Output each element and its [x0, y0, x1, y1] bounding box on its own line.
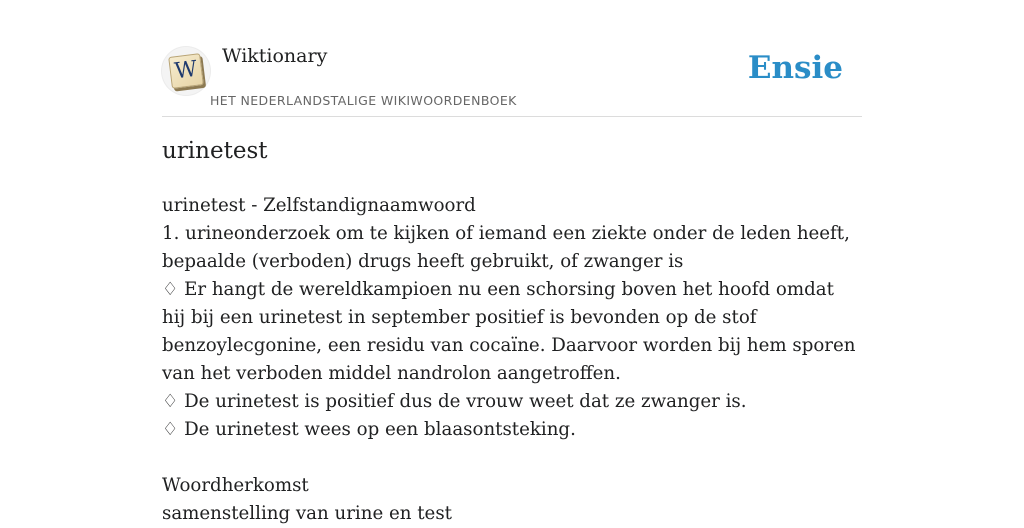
entry-definition: 1. urineonderzoek om te kijken of iemand een ziekte onder de leden heeft, bepaalde (verboden) drugs heeft gebruikt, of zwanger is	[162, 223, 850, 272]
example-sentence: ♢ Er hangt de wereldkampioen nu een schorsing boven het hoofd omdat hij bij een urinetest in september positief is bevonden op de stof benzoylecgonine, een residu van cocaïne. Daarvoor worden bij hem sporen van het verboden middel nandrolon aangetroffen.	[162, 279, 856, 384]
example-sentence: ♢ De urinetest is positief dus de vrouw weet dat ze zwanger is.	[162, 391, 747, 412]
entry-heading-line: urinetest - Zelfstandignaamwoord	[162, 195, 476, 216]
spacer	[162, 444, 862, 472]
wiktionary-logo[interactable]	[162, 47, 210, 95]
etymology-text: samenstelling van urine en test	[162, 503, 452, 524]
site-name[interactable]: Wiktionary	[222, 45, 328, 67]
example-sentence: ♢ De urinetest wees op een blaasontsteking.	[162, 419, 576, 440]
site-tagline: HET NEDERLANDSTALIGE WIKIWOORDENBOEK	[210, 93, 517, 108]
etymology-heading: Woordherkomst	[162, 475, 309, 496]
page-title: urinetest	[162, 138, 268, 164]
wiktionary-logo-icon: W	[168, 53, 204, 89]
site-header	[162, 0, 862, 117]
ensie-brand-logo[interactable]: Ensie	[747, 50, 843, 86]
entry-content	[162, 192, 862, 528]
